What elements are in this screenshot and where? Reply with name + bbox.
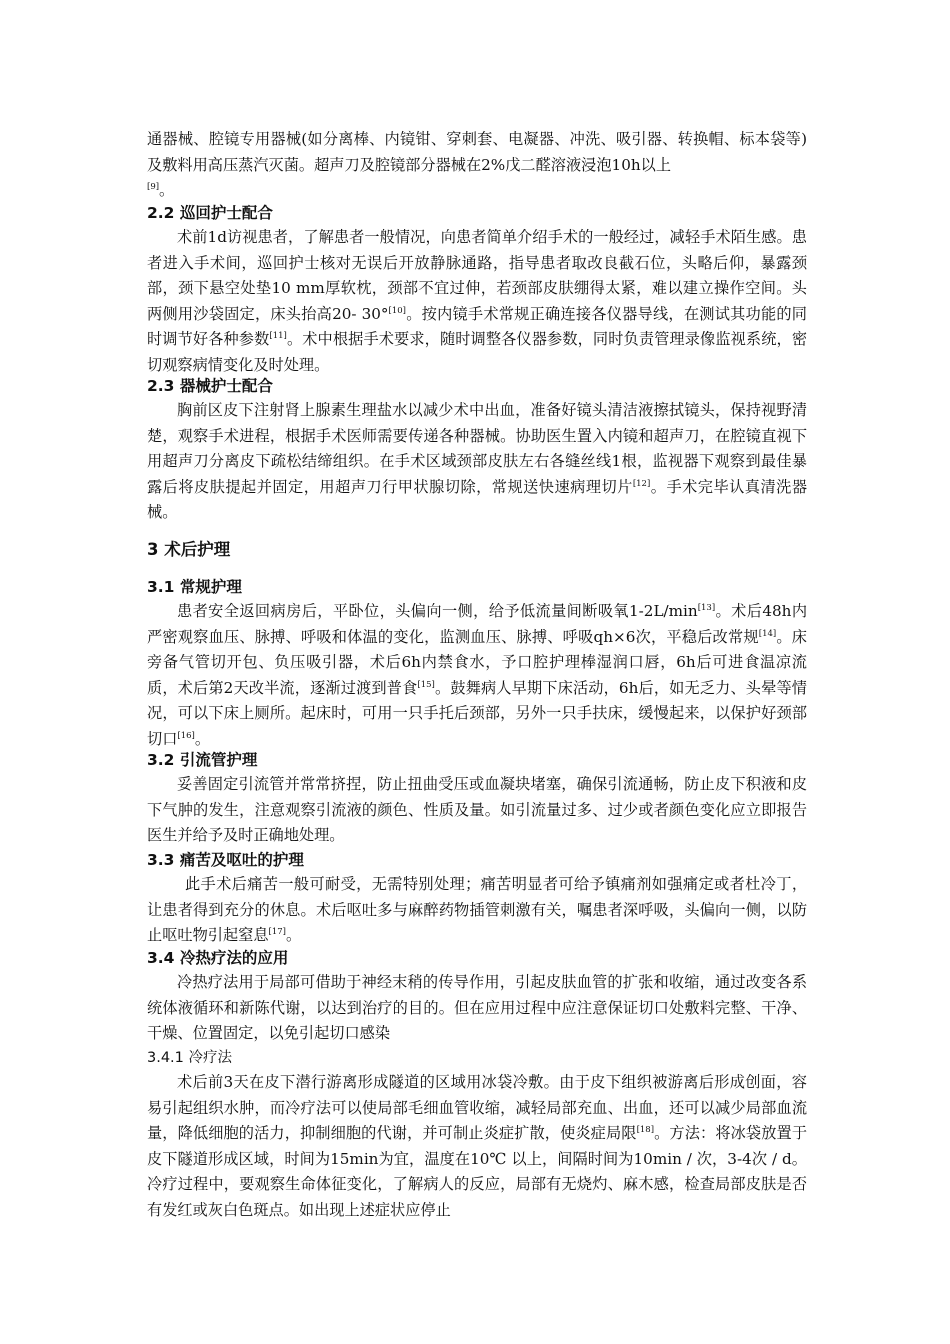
section-heading-3-4: 3.4 冷热疗法的应用 [147,949,289,967]
citation-17: [17] [268,927,286,937]
paragraph-pain-vomiting: 此手术后痛苦一般可耐受，无需特别处理；痛苦明显者可给予镇痛剂如强痛定或者杜冷丁，让患者得到充分的休息。术后呕吐多与麻醉药物插管刺激有关，嘱患者深呼吸，头偏向一侧，以防止呕吐物引起窒息[17]。 [147,875,807,944]
paragraph-cold-therapy: 术后前3天在皮下潜行游离形成隧道的区域用冰袋冷敷。由于皮下组织被游离后形成创面，容易引起组织水肿，而冷疗法可以使局部毛细血管收缩，减轻局部充血、出血，还可以减少局部血流量，降低细胞的活力，抑制细胞的代谢，并可制止炎症扩散，使炎症局限[18]。方法：将冰袋放置于皮下隧道形成区域，时间为15min为宜，温度在10℃ 以上，间隔时间为10min / 次，3-4次 / d。冷疗过程中，要观察生命体征变化，了解病人的反应，局部有无烧灼、麻木感，检查局部皮肤是否有发红或灰白色斑点。如出现上述症状应停止 [147,1073,808,1219]
paragraph-routine-care: 患者安全返回病房后，平卧位，头偏向一侧，给予低流量间断吸氧1-2L/min[13]。术后48h内严密观察血压、脉搏、呼吸和体温的变化，监测血压、脉搏、呼吸qh×6次，平稳后改常规[14]。床旁备气管切开包、负压吸引器，术后6h内禁食水，予口腔护理棒湿润口唇，6h后可进食温凉流质，术后第2天改半流，逐渐过渡到普食[15]。鼓舞病人早期下床活动，6h后，如无乏力、头晕等情况，可以下床上厕所。起床时，可用一只手托后颈部，另外一只手扶床，缓慢起来，以保护好颈部切口[16]。 [147,602,808,748]
citation-15: [15] [417,679,435,690]
citation-11: [11] [269,331,287,341]
citation-18: [18] [636,1125,655,1135]
citation-16: [16] [177,730,195,741]
paragraph-sterilization: 通器械、腔镜专用器械(如分离棒、内镜钳、穿刺套、电凝器、冲洗、吸引器、转换帽、标本袋等)及敷料用高压蒸汽灭菌。超声刀及腔镜部分器械在2%戊二醛溶液浸泡10h以上 [9]。 [147,130,807,199]
citation-14: [14] [758,628,777,639]
section-heading-3: 3 术后护理 [147,540,231,559]
citation-10: [10] [388,305,406,316]
citation-13: [13] [697,603,716,613]
section-heading-2-2: 2.2 巡回护士配合 [147,204,273,222]
citation-12: [12] [632,478,651,489]
section-heading-3-2: 3.2 引流管护理 [147,751,258,769]
paragraph-scrub-nurse: 胸前区皮下注射肾上腺素生理盐水以减少术中出血，准备好镜头清洁液擦拭镜头，保持视野清楚，观察手术进程，根据手术医师需要传递各种器械。协助医生置入内镜和超声刀，在腔镜直视下用超声刀分离皮下疏松结缔组织。在手术区域颈部皮肤左右各缝丝线1根，监视器下观察到最佳暴露后将皮肤提起并固定，用超声刀行甲状腺切除，常规送快速病理切片[12]。手术完毕认真清洗器械。 [147,401,807,521]
section-heading-3-3: 3.3 痛苦及呕吐的护理 [147,851,304,869]
paragraph-thermotherapy: 冷热疗法用于局部可借助于神经末稍的传导作用，引起皮肤血管的扩张和收缩，通过改变各系统体液循环和新陈代谢，以达到治疗的目的。但在应用过程中应注意保证切口处敷料完整、干净、干燥、位置固定，以免引起切口感染 [147,973,807,1042]
section-heading-3-4-1: 3.4.1 冷疗法 [147,1050,233,1066]
paragraph-circulating-nurse: 术前1d访视患者，了解患者一般情况，向患者简单介绍手术的一般经过，减轻手术陌生感。患者进入手术间，巡回护士核对无误后开放静脉通路，指导患者取改良截石位，头略后仰，暴露颈部，颈下悬空处垫10 mm厚软枕，颈部不宜过伸，若颈部皮肤绷得太紧，难以建立操作空间。头两侧用沙袋固定，床头抬高20- 30°[10]。按内镜手术常规正确连接各仪器导线，在测试其功能的同时调节好各种参数[11]。术中根据手术要求，随时调整各仪器参数，同时负责管理录像监视系统，密切观察病情变化及时处理。 [147,228,808,374]
section-heading-3-1: 3.1 常规护理 [147,578,242,596]
paragraph-drainage-care: 妥善固定引流管并常常挤捏，防止扭曲受压或血凝块堵塞，确保引流通畅，防止皮下积液和皮下气肿的发生，注意观察引流液的颜色、性质及量。如引流量过多、过少或者颜色变化应立即报告医生并给予及时正确地处理。 [147,775,807,844]
citation-9: [9] [147,182,160,192]
section-heading-2-3: 2.3 器械护士配合 [147,377,273,395]
